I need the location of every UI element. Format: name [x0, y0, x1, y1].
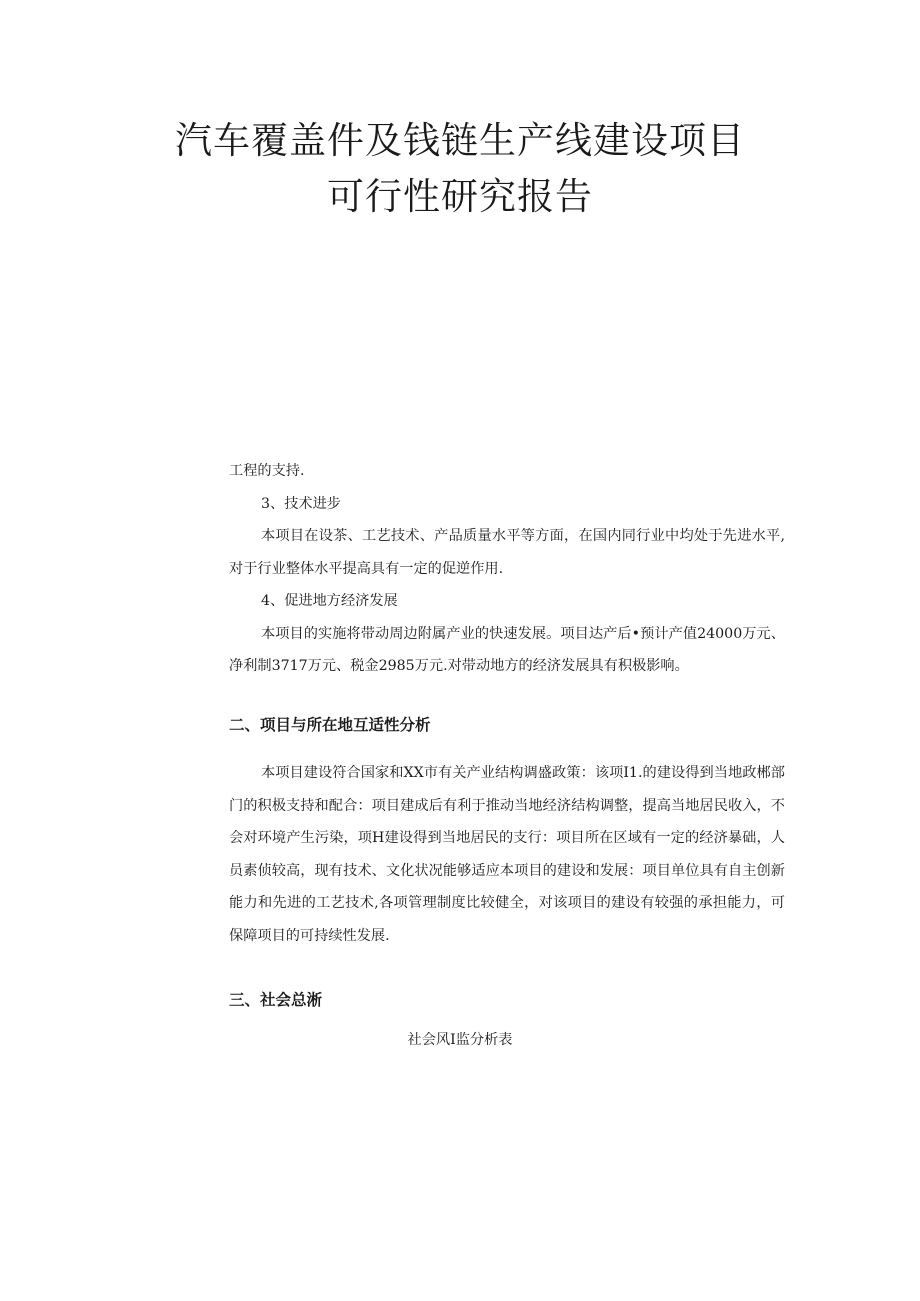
report-title-line-2: 可行性研究报告 — [327, 175, 593, 218]
item-4-paragraph: 本项目的实施将带动周边附属产业的快速发展。项目达产后•预计产值24000万元、净利制3717万元、税金2985万元.对带动地方的经济发展具有积极影响。 — [229, 625, 785, 674]
section-2-body — [229, 757, 785, 952]
item-3-heading: 3、技术进步 — [261, 495, 341, 512]
item-3-paragraph: 本项目在设茶、工艺技术、产品质量水平等方面，在国内同行业中均处于先进水平,对于行业整体水平提高具有一定的促逆作用. — [229, 528, 785, 577]
table-caption: 社会风I监分析表 — [407, 1032, 513, 1048]
continuation-text: 工程的支持. — [229, 463, 305, 479]
report-title-line-1: 汽车覆盖件及钱链生产线建设项目 — [175, 119, 745, 162]
section-2-heading: 二、项目与所在地互适性分析 — [229, 716, 431, 734]
section-3-heading: 三、社会总淅 — [229, 991, 323, 1009]
section-2-paragraph: 本项目建设符合国家和XX市有关产业结构调盛政策：该项I1.的建设得到当地政郴部门的积极支持和配合：项目建成后有利于推动当地经济结构调整，提高当地居民收入，不会对环境产生污染，项H建设得到当地居民的支行：项目所在区域有一定的经济暴础，人员素侦较高，现有技术、文化状况能够适应本项目的建设和发展：项目单位具有自主创新能力和先进的工艺技术,各项管理制度比较健全，对该项目的建设有较强的承担能力，可保障项目的可持续性发展. — [229, 765, 785, 944]
item-4-heading: 4、促进地方经济发展 — [261, 593, 398, 609]
section-1-body — [229, 455, 785, 683]
